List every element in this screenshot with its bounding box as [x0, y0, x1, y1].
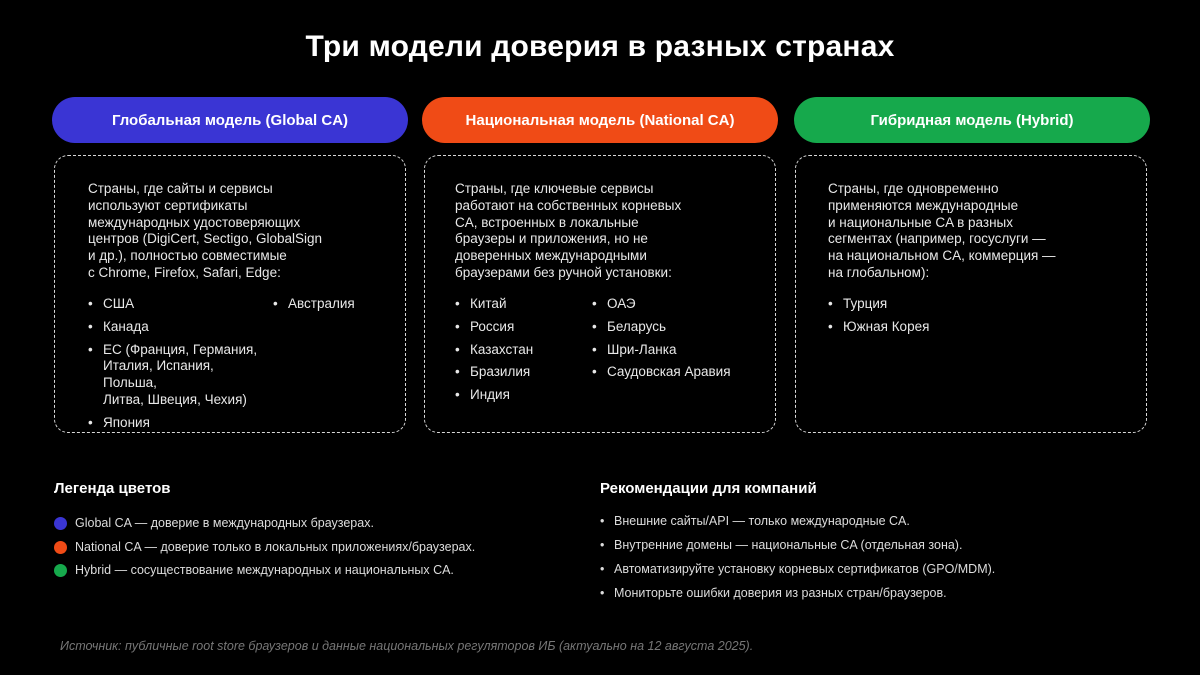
recommendation-item: • Мониторьте ошибки доверия из разных стран/браузеров. [600, 585, 995, 609]
legend-item-national [54, 540, 475, 554]
country-list-left [455, 296, 580, 410]
hybrid-model-card [795, 155, 1147, 433]
orange-dot-icon [54, 541, 67, 554]
pill-label: Гибридная модель (Hybrid) [870, 111, 1074, 129]
global-model-card [54, 155, 406, 433]
description-line: на национальном CA, коммерция — [828, 248, 1056, 264]
description-line: CA, встроенных в локальные [455, 214, 639, 230]
description-line: доверенных международными [455, 248, 647, 264]
description-line: браузеры и приложения, но не [455, 231, 648, 247]
description-line: Страны, где одновременно [828, 181, 999, 196]
country-list-right [592, 296, 767, 387]
description-line: на глобальном): [828, 264, 930, 280]
legend-text: Global CA — доверие в международных браузерах. [75, 516, 374, 530]
description-line: центров (DigiCert, Sectigo, GlobalSign [88, 231, 322, 247]
pill-label: Глобальная модель (Global CA) [111, 111, 349, 129]
country-text: • ЕС (Франция, Германия, [103, 341, 258, 357]
country-text: • Китай [470, 296, 507, 311]
country-item [273, 296, 393, 313]
country-item [88, 342, 263, 409]
country-item [88, 415, 263, 432]
country-text: • Бразилия [470, 364, 531, 380]
country-item [455, 296, 580, 313]
description-line: применяются международные [828, 197, 1019, 213]
blue-dot-icon [54, 517, 67, 530]
description-line: Страны, где сайты и сервисы [88, 181, 273, 196]
country-text: Италия, Испания, Польша, [103, 358, 214, 391]
legend-item-hybrid [54, 563, 454, 577]
country-text: Литва, Швеция, Чехия) [103, 391, 247, 407]
country-text: • Южная Корея [843, 318, 930, 334]
recommendations-list [600, 513, 995, 609]
country-text: • Россия [470, 318, 515, 334]
country-list-right [273, 296, 393, 319]
card-description [88, 181, 322, 282]
country-list-left [828, 296, 1008, 342]
country-text: • Австралия [288, 296, 355, 311]
country-item [828, 296, 1008, 313]
hybrid-model-pill [794, 97, 1150, 143]
country-item [592, 296, 767, 313]
country-item [455, 364, 580, 381]
country-item [592, 319, 767, 336]
description-line: и национальные CA в разных [828, 214, 1013, 230]
description-line: сегментах (например, госуслуги — [828, 231, 1046, 247]
country-item [88, 296, 263, 313]
country-item [592, 364, 767, 381]
recommendations-title: Рекомендации для компаний [600, 480, 817, 497]
global-model-pill [52, 97, 408, 143]
legend-text: Hybrid — сосуществование международных и национальных CA. [75, 563, 454, 577]
description-line: браузерами без ручной установки: [455, 264, 672, 280]
description-line: используют сертификаты [88, 197, 248, 213]
country-text: • Япония [103, 414, 150, 430]
legend-item-global [54, 516, 374, 530]
country-text: • США [103, 296, 135, 311]
green-dot-icon [54, 564, 67, 577]
card-description [828, 181, 1056, 282]
country-item [455, 387, 580, 404]
country-item [455, 319, 580, 336]
legend-title: Легенда цветов [54, 480, 171, 497]
national-model-card [424, 155, 776, 433]
country-text: • ОАЭ [607, 296, 636, 311]
country-list-left [88, 296, 263, 438]
description-line: с Chrome, Firefox, Safari, Edge: [88, 264, 281, 280]
country-text: • Шри-Ланка [607, 341, 677, 357]
recommendation-item: • Внутренние домены — национальные CA (отдельная зона). [600, 537, 995, 561]
description-line: работают на собственных корневых [455, 197, 682, 213]
country-text: • Индия [470, 387, 510, 403]
country-item [88, 319, 263, 336]
country-text: • Канада [103, 318, 149, 334]
country-item [592, 342, 767, 359]
description-line: международных удостоверяющих [88, 214, 301, 230]
card-description [455, 181, 681, 282]
recommendation-item: • Внешние сайты/API — только международные CA. [600, 513, 995, 537]
recommendation-item: • Автоматизируйте установку корневых сертификатов (GPO/MDM). [600, 561, 995, 585]
national-model-pill [422, 97, 778, 143]
country-text: • Саудовская Аравия [607, 364, 731, 380]
country-text: • Турция [843, 296, 888, 311]
pill-label: Национальная модель (National CA) [465, 111, 735, 129]
country-item [455, 342, 580, 359]
country-text: • Казахстан [470, 341, 534, 357]
country-text: • Беларусь [607, 318, 667, 334]
country-item [828, 319, 1008, 336]
page-title: Три модели доверия в разных странах [305, 30, 895, 63]
source-note: Источник: публичные root store браузеров и данные национальных регуляторов ИБ (актуально на 12 августа 2025). [60, 639, 754, 653]
legend-text: National CA — доверие только в локальных приложениях/браузерах. [75, 540, 476, 554]
description-line: и др.), полностью совместимые [88, 248, 287, 264]
description-line: Страны, где ключевые сервисы [455, 181, 654, 196]
